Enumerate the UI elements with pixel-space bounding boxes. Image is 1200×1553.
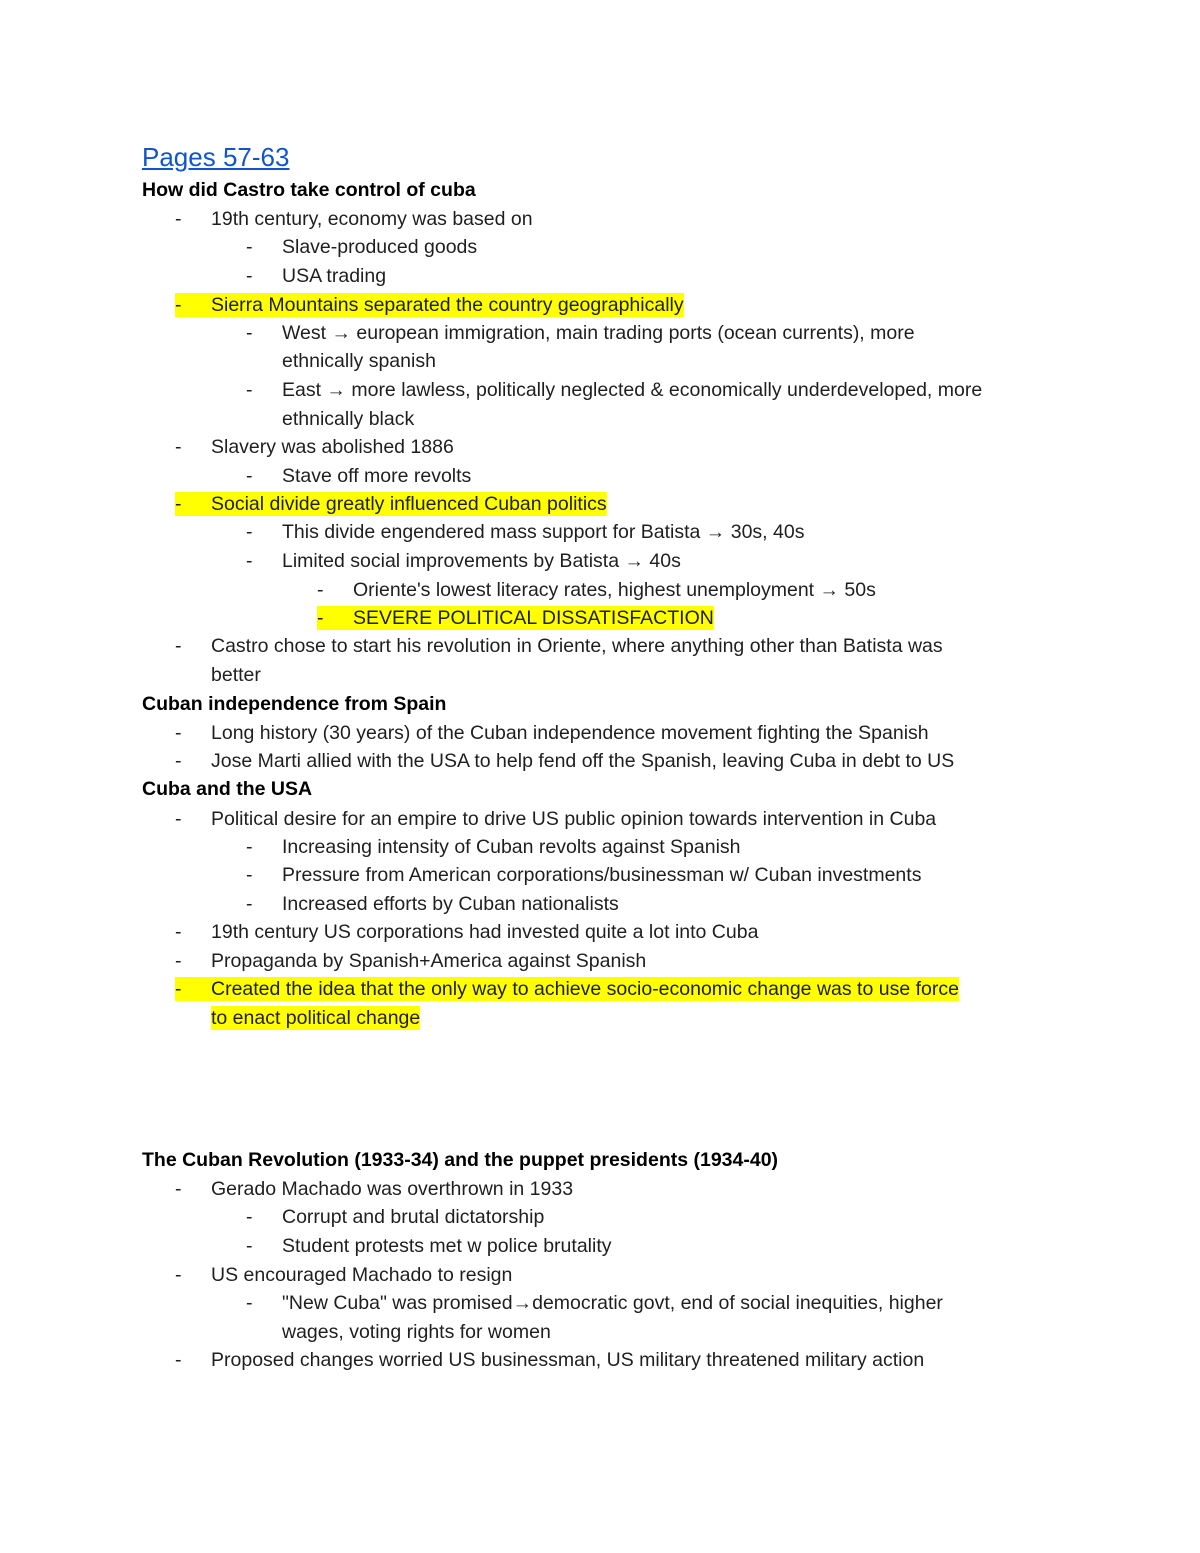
list-item: - West → european immigration, main trading ports (ocean currents), more [246, 322, 915, 344]
list-item: - Castro chose to start his revolution in Oriente, where anything other than Batista was [175, 635, 943, 657]
list-item: - Student protests met w police brutality [246, 1235, 612, 1257]
section-heading-independence: Cuban independence from Spain [142, 693, 447, 715]
list-item: - Long history (30 years) of the Cuban independence movement fighting the Spanish [175, 722, 929, 744]
list-item: - US encouraged Machado to resign [175, 1264, 513, 1286]
list-item: - Corrupt and brutal dictatorship [246, 1206, 545, 1228]
list-item: - 19th century, economy was based on [175, 208, 533, 230]
list-item-highlighted: - Created the idea that the only way to achieve socio-economic change was to use force [175, 978, 959, 1000]
list-item-continuation: ethnically black [282, 408, 415, 430]
section-heading-castro: How did Castro take control of cuba [142, 179, 476, 201]
list-item-continuation-highlighted: to enact political change [211, 1007, 421, 1029]
list-item-highlighted: - Sierra Mountains separated the country geographically [175, 294, 684, 316]
list-item: - Slave-produced goods [246, 236, 478, 258]
list-item: - Increased efforts by Cuban nationalists [246, 893, 619, 915]
list-item: - Slavery was abolished 1886 [175, 436, 454, 458]
list-item-continuation: better [211, 664, 261, 686]
list-item: - Jose Marti allied with the USA to help fend off the Spanish, leaving Cuba in debt to US [175, 750, 955, 772]
list-item: - Proposed changes worried US businessman, US military threatened military action [175, 1349, 925, 1371]
list-item-highlighted: - Social divide greatly influenced Cuban politics [175, 493, 607, 515]
list-item-highlighted: - SEVERE POLITICAL DISSATISFACTION [317, 607, 714, 629]
section-heading-revolution: The Cuban Revolution (1933-34) and the puppet presidents (1934-40) [142, 1149, 779, 1171]
list-item: - Propaganda by Spanish+America against Spanish [175, 950, 647, 972]
list-item: - Gerado Machado was overthrown in 1933 [175, 1178, 574, 1200]
list-item: - 19th century US corporations had invested quite a lot into Cuba [175, 921, 759, 943]
list-item: - Increasing intensity of Cuban revolts against Spanish [246, 836, 741, 858]
list-item-continuation: ethnically spanish [282, 350, 436, 372]
list-item: - "New Cuba" was promised→democratic govt, end of social inequities, higher [246, 1292, 943, 1314]
section-heading-cuba-usa: Cuba and the USA [142, 778, 313, 800]
list-item: - Limited social improvements by Batista → 40s [246, 550, 681, 572]
list-item: - Political desire for an empire to drive US public opinion towards intervention in Cuba [175, 808, 937, 830]
list-item: - East → more lawless, politically neglected & economically underdeveloped, more [246, 379, 983, 401]
list-item: - This divide engendered mass support for Batista → 30s, 40s [246, 521, 805, 543]
list-item: - Stave off more revolts [246, 465, 472, 487]
list-item-continuation: wages, voting rights for women [282, 1321, 551, 1343]
list-item: - USA trading [246, 265, 387, 287]
list-item: - Oriente's lowest literacy rates, highest unemployment → 50s [317, 579, 876, 601]
list-item: - Pressure from American corporations/businessman w/ Cuban investments [246, 864, 922, 886]
page-title-link[interactable]: Pages 57-63 [142, 142, 290, 172]
